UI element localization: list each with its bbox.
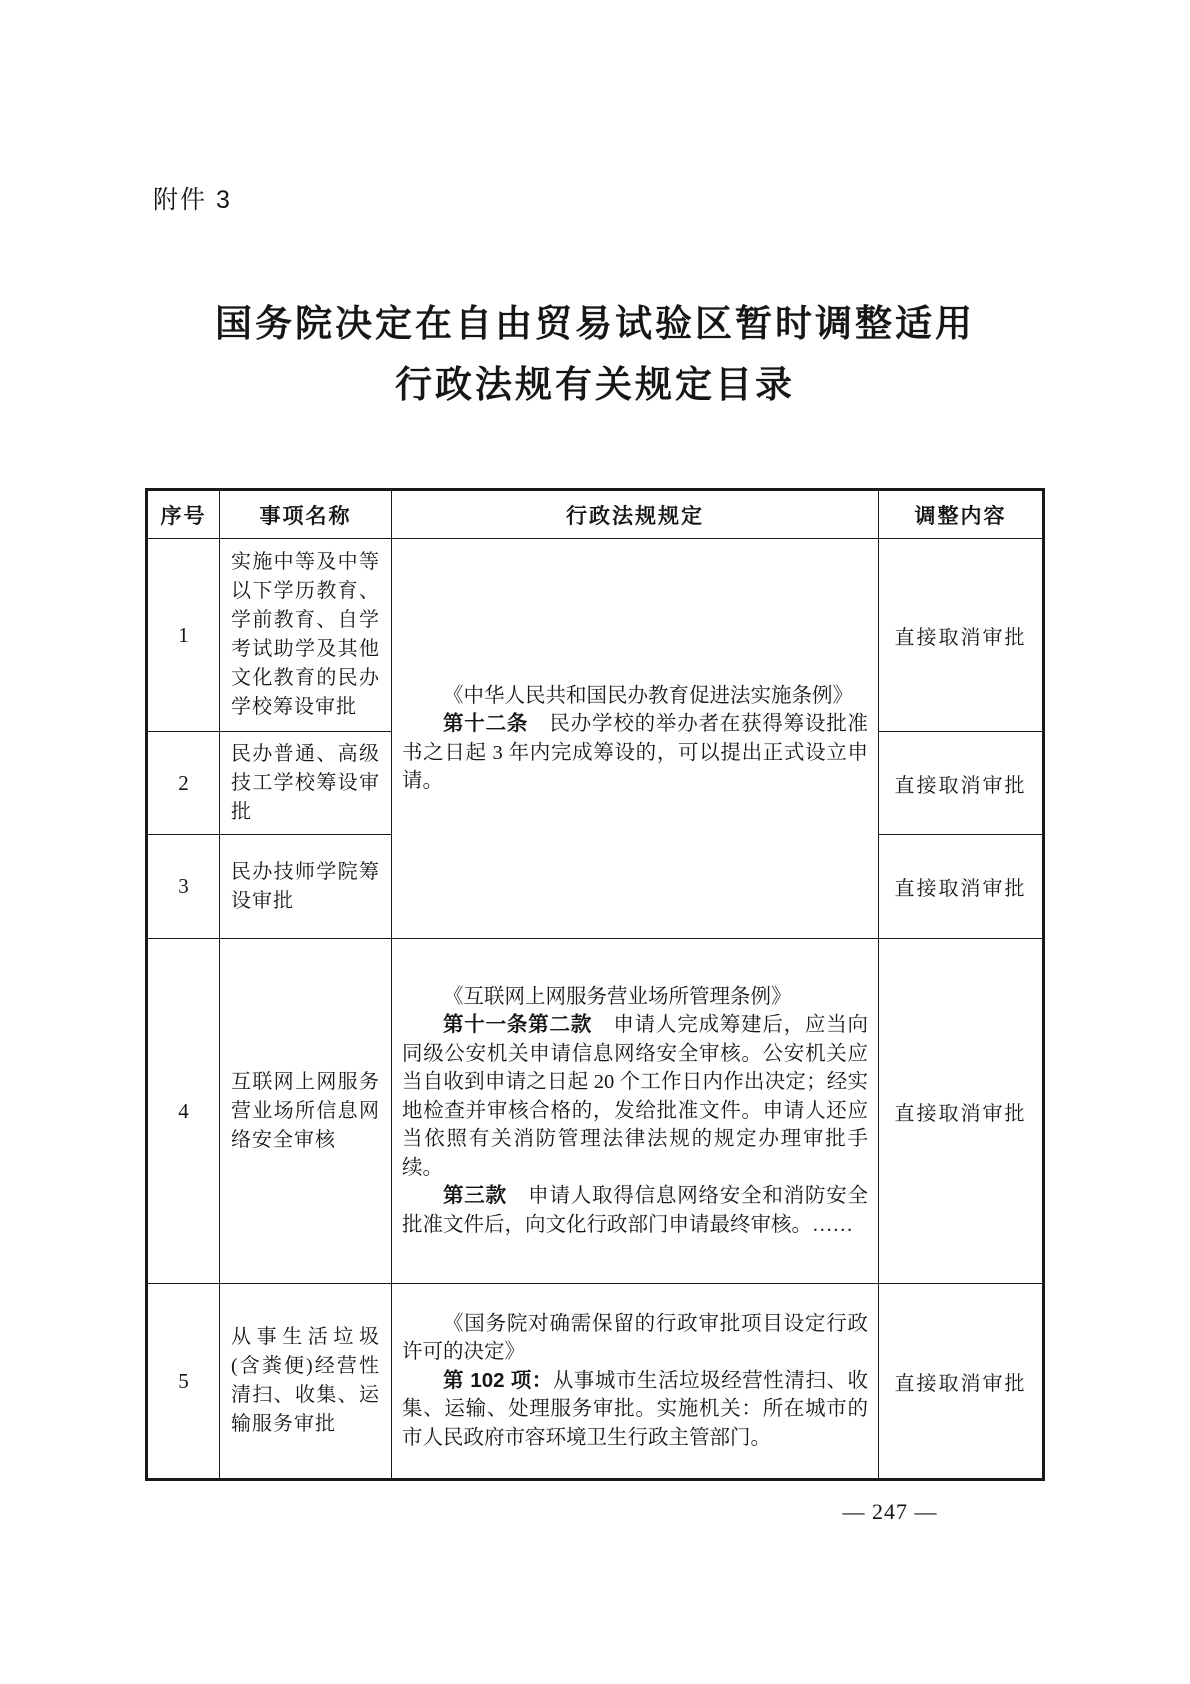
table-header-row — [147, 490, 1044, 539]
regulations-table — [145, 488, 1045, 1481]
title-line-2: 行政法规有关规定目录 — [395, 365, 795, 406]
regulation-article-label: 第十二条 — [443, 712, 529, 735]
row-number: 4 — [147, 939, 220, 1284]
regulation-text: 《国务院对确需保留的行政审批项目设定行政许可的决定》 — [402, 1312, 868, 1364]
regulation-paragraph — [402, 1182, 868, 1239]
item-name-cell: 实施中等及中等以下学历教育、学前教育、自学考试助学及其他文化教育的民办学校筹设审批 — [220, 539, 392, 732]
row-number: 3 — [147, 835, 220, 939]
adjustment-cell: 直接取消审批 — [879, 939, 1044, 1284]
header-serial-number: 序号 — [147, 490, 220, 539]
regulation-paragraph — [402, 983, 868, 1012]
page-number: — 247 — — [842, 1499, 938, 1524]
adjustment-cell: 直接取消审批 — [879, 835, 1044, 939]
title-line-1: 国务院决定在自由贸易试验区暂时调整适用 — [215, 304, 975, 345]
regulation-article-label: 第十一条第二款 — [443, 1013, 593, 1037]
regulation-text: 从事城市生活垃圾经营性清扫、收集、运输、处理服务审批。实施机关：所在城市的市人民政府市容环境卫生行政主管部门。 — [402, 1369, 868, 1449]
regulation-text: 民办学校的举办者在获得筹设批准书之日起 3 年内完成筹设的，可以提出正式设立申请。 — [402, 713, 869, 792]
regulation-text: 《互联网上网服务营业场所管理条例》 — [443, 985, 792, 1008]
row-number: 1 — [147, 539, 220, 732]
regulation-text: 申请人取得信息网络安全和消防安全批准文件后，向文化行政部门申请最终审核。…… — [402, 1185, 869, 1236]
header-regulation-provision: 行政法规规定 — [392, 490, 879, 539]
adjustment-cell: 直接取消审批 — [879, 539, 1044, 732]
attachment-label: 附件 3 — [153, 186, 232, 214]
regulation-article-label: 第 102 项： — [443, 1368, 553, 1392]
regulation-cell — [392, 1284, 879, 1480]
header-item-name: 事项名称 — [220, 490, 392, 539]
regulation-paragraph — [402, 682, 868, 711]
header-adjustment-content: 调整内容 — [879, 490, 1044, 539]
table-row — [147, 539, 1044, 732]
regulation-text: 申请人完成筹建后，应当向同级公安机关申请信息网络安全审核。公安机关应当自收到申请之日起 20 个工作日内作出决定；经实地检查并审核合格的，发给批准文件。申请人还应当依照有关消防管理法律法规的规定办理审批手续。 — [402, 1014, 869, 1179]
document-title — [0, 294, 1190, 416]
item-name-cell: 民办普通、高级技工学校筹设审批 — [220, 732, 392, 835]
table-row — [147, 939, 1044, 1284]
table-row — [147, 1284, 1044, 1480]
regulation-paragraph — [402, 1310, 868, 1367]
item-name-cell: 从事生活垃圾(含粪便)经营性清扫、收集、运输服务审批 — [220, 1284, 392, 1480]
regulation-paragraph — [402, 1011, 868, 1182]
row-number: 2 — [147, 732, 220, 835]
regulation-cell — [392, 939, 879, 1284]
item-name-cell: 民办技师学院筹设审批 — [220, 835, 392, 939]
regulation-article-label: 第三款 — [443, 1184, 507, 1208]
adjustment-cell: 直接取消审批 — [879, 732, 1044, 835]
regulation-paragraph — [402, 710, 868, 796]
row-number: 5 — [147, 1284, 220, 1480]
item-name-cell: 互联网上网服务营业场所信息网络安全审核 — [220, 939, 392, 1284]
adjustment-cell: 直接取消审批 — [879, 1284, 1044, 1480]
regulation-cell — [392, 539, 879, 939]
regulation-paragraph — [402, 1367, 868, 1453]
regulation-text: 《中华人民共和国民办教育促进法实施条例》 — [443, 684, 853, 707]
